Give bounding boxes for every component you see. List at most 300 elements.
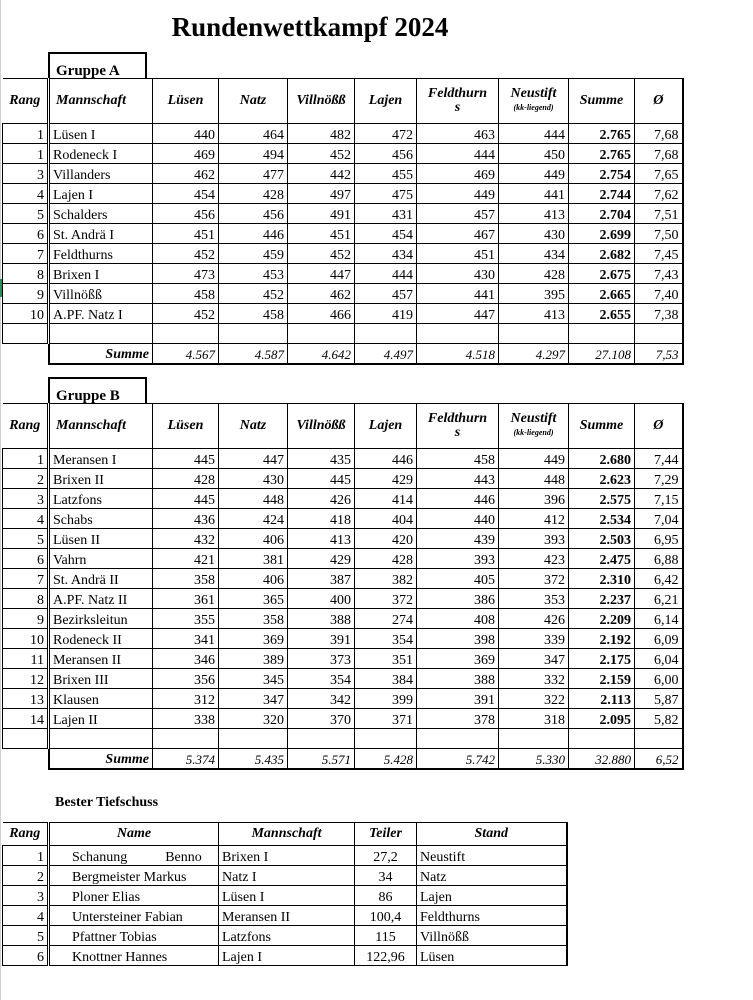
score-cell: 355 xyxy=(153,609,219,629)
empty-cell xyxy=(635,324,683,344)
header-neustift-note: (kk-liegend) xyxy=(513,428,554,437)
score-cell: 413 xyxy=(499,304,569,324)
average-cell: 7,62 xyxy=(635,184,683,204)
total-score-cell: 4.567 xyxy=(153,344,219,365)
team-cell: Lajen I xyxy=(219,946,355,966)
score-cell: 399 xyxy=(355,689,417,709)
score-cell: 426 xyxy=(499,609,569,629)
score-cell: 320 xyxy=(219,709,288,729)
empty-cell xyxy=(288,324,355,344)
table-row xyxy=(3,224,683,244)
score-cell: 431 xyxy=(355,204,417,224)
score-cell: 346 xyxy=(153,649,219,669)
header-mannschaft: Mannschaft xyxy=(49,79,153,124)
team-name-cell: St. Andrä II xyxy=(49,569,153,589)
score-cell: 378 xyxy=(417,709,499,729)
header-lajen: Lajen xyxy=(355,79,417,124)
score-cell: 369 xyxy=(417,649,499,669)
table-row xyxy=(3,846,567,866)
empty-row xyxy=(3,324,683,344)
rang-cell: 1 xyxy=(3,449,49,469)
shooter-name: Bergmeister Markus xyxy=(72,870,187,885)
rang-cell: 4 xyxy=(3,906,49,926)
score-cell: 451 xyxy=(153,224,219,244)
rang-cell: 12 xyxy=(3,669,49,689)
score-cell: 454 xyxy=(355,224,417,244)
score-cell: 458 xyxy=(219,304,288,324)
team-name-cell: St. Andrä I xyxy=(49,224,153,244)
sum-cell: 2.310 xyxy=(569,569,635,589)
stand-cell: Lajen xyxy=(417,886,567,906)
shooter-name-cell xyxy=(49,886,219,906)
sum-cell: 2.682 xyxy=(569,244,635,264)
header-lajen: Lajen xyxy=(355,404,417,449)
shooter-name-extra: Benno xyxy=(165,850,202,865)
score-cell: 442 xyxy=(288,164,355,184)
sum-cell: 2.159 xyxy=(569,669,635,689)
score-cell: 382 xyxy=(355,569,417,589)
score-cell: 482 xyxy=(288,124,355,144)
score-cell: 342 xyxy=(288,689,355,709)
score-cell: 469 xyxy=(153,144,219,164)
average-cell: 7,68 xyxy=(635,144,683,164)
table-row xyxy=(3,184,683,204)
table-row xyxy=(3,689,683,709)
average-cell: 6,04 xyxy=(635,649,683,669)
sum-cell: 2.534 xyxy=(569,509,635,529)
score-cell: 430 xyxy=(417,264,499,284)
score-cell: 347 xyxy=(499,649,569,669)
score-cell: 452 xyxy=(153,304,219,324)
score-cell: 386 xyxy=(417,589,499,609)
rang-cell: 6 xyxy=(3,549,49,569)
shooter-name: Schanung xyxy=(72,850,128,865)
team-name-cell: Vahrn xyxy=(49,549,153,569)
score-cell: 494 xyxy=(219,144,288,164)
table-row xyxy=(3,709,683,729)
header-villnoess: Villnößß xyxy=(288,79,355,124)
header-feldthurns xyxy=(417,404,499,449)
table-row xyxy=(3,204,683,224)
score-cell: 421 xyxy=(153,549,219,569)
tiefschuss-header-row xyxy=(3,823,567,846)
score-cell: 396 xyxy=(499,489,569,509)
group-a-table xyxy=(2,78,684,365)
score-cell: 464 xyxy=(219,124,288,144)
average-cell: 7,40 xyxy=(635,284,683,304)
score-cell: 414 xyxy=(355,489,417,509)
team-cell: Brixen I xyxy=(219,846,355,866)
average-cell: 6,14 xyxy=(635,609,683,629)
score-cell: 322 xyxy=(499,689,569,709)
shooter-name: Pfattner Tobias xyxy=(72,930,157,945)
table-row xyxy=(3,304,683,324)
score-cell: 371 xyxy=(355,709,417,729)
page-edge xyxy=(0,0,1,1000)
score-cell: 393 xyxy=(417,549,499,569)
score-cell: 412 xyxy=(499,509,569,529)
sum-cell: 2.680 xyxy=(569,449,635,469)
average-cell: 6,00 xyxy=(635,669,683,689)
empty-cell xyxy=(569,324,635,344)
rang-cell: 7 xyxy=(3,244,49,264)
header-neustift-line1: Neustift xyxy=(510,86,557,101)
score-cell: 447 xyxy=(219,449,288,469)
total-score-cell: 5.330 xyxy=(499,749,569,770)
sum-cell: 2.699 xyxy=(569,224,635,244)
score-cell: 467 xyxy=(417,224,499,244)
score-cell: 372 xyxy=(355,589,417,609)
header-luesen: Lüsen xyxy=(153,79,219,124)
header-natz: Natz xyxy=(219,79,288,124)
header-neustift xyxy=(499,79,569,124)
score-cell: 448 xyxy=(499,469,569,489)
score-cell: 387 xyxy=(288,569,355,589)
sum-cell: 2.765 xyxy=(569,124,635,144)
total-score-cell: 5.571 xyxy=(288,749,355,770)
group-a-label: Gruppe A xyxy=(48,52,147,78)
table-row xyxy=(3,866,567,886)
score-cell: 426 xyxy=(288,489,355,509)
score-cell: 430 xyxy=(219,469,288,489)
rang-cell: 2 xyxy=(3,469,49,489)
rang-cell: 5 xyxy=(3,204,49,224)
score-cell: 391 xyxy=(288,629,355,649)
score-cell: 445 xyxy=(288,469,355,489)
rang-cell: 8 xyxy=(3,264,49,284)
average-cell: 7,04 xyxy=(635,509,683,529)
team-name-cell: Lajen I xyxy=(49,184,153,204)
header-feldthurns xyxy=(417,79,499,124)
team-name-cell: Brixen II xyxy=(49,469,153,489)
team-name-cell: Rodeneck I xyxy=(49,144,153,164)
table-row xyxy=(3,264,683,284)
average-cell: 7,15 xyxy=(635,489,683,509)
group-b-label: Gruppe B xyxy=(48,377,147,403)
rang-cell: 13 xyxy=(3,689,49,709)
stand-cell: Lüsen xyxy=(417,946,567,966)
score-cell: 443 xyxy=(417,469,499,489)
score-cell: 404 xyxy=(355,509,417,529)
average-cell: 7,68 xyxy=(635,124,683,144)
sum-cell: 2.113 xyxy=(569,689,635,709)
score-cell: 358 xyxy=(219,609,288,629)
average-cell: 7,38 xyxy=(635,304,683,324)
score-cell: 497 xyxy=(288,184,355,204)
score-cell: 475 xyxy=(355,184,417,204)
header-luesen: Lüsen xyxy=(153,404,219,449)
teiler-cell: 27,2 xyxy=(355,846,417,866)
score-cell: 381 xyxy=(219,549,288,569)
header-neustift-line1: Neustift xyxy=(510,411,557,426)
table-row xyxy=(3,124,683,144)
score-cell: 353 xyxy=(499,589,569,609)
score-cell: 424 xyxy=(219,509,288,529)
average-cell: 7,29 xyxy=(635,469,683,489)
score-cell: 456 xyxy=(219,204,288,224)
score-cell: 361 xyxy=(153,589,219,609)
table-row xyxy=(3,589,683,609)
score-cell: 339 xyxy=(499,629,569,649)
total-row xyxy=(3,344,683,365)
average-cell: 7,65 xyxy=(635,164,683,184)
score-cell: 462 xyxy=(153,164,219,184)
sum-cell: 2.175 xyxy=(569,649,635,669)
rang-cell: 5 xyxy=(3,529,49,549)
empty-cell xyxy=(153,729,219,749)
score-cell: 456 xyxy=(153,204,219,224)
score-cell: 430 xyxy=(499,224,569,244)
score-cell: 398 xyxy=(417,629,499,649)
table-row xyxy=(3,629,683,649)
average-cell: 5,82 xyxy=(635,709,683,729)
score-cell: 356 xyxy=(153,669,219,689)
empty-cell xyxy=(153,324,219,344)
score-cell: 354 xyxy=(288,669,355,689)
score-cell: 447 xyxy=(417,304,499,324)
score-cell: 351 xyxy=(355,649,417,669)
score-cell: 440 xyxy=(153,124,219,144)
team-name-cell: Brixen III xyxy=(49,669,153,689)
rang-cell: 6 xyxy=(3,946,49,966)
team-name-cell: Klausen xyxy=(49,689,153,709)
score-cell: 456 xyxy=(355,144,417,164)
team-name-cell: Feldthurns xyxy=(49,244,153,264)
score-cell: 408 xyxy=(417,609,499,629)
score-cell: 452 xyxy=(153,244,219,264)
rang-cell: 3 xyxy=(3,886,49,906)
rang-cell: 1 xyxy=(3,846,49,866)
team-cell: Latzfons xyxy=(219,926,355,946)
score-cell: 365 xyxy=(219,589,288,609)
total-label: Summe xyxy=(49,749,153,770)
stand-cell: Natz xyxy=(417,866,567,886)
score-cell: 436 xyxy=(153,509,219,529)
empty-row xyxy=(3,729,683,749)
empty-cell xyxy=(355,324,417,344)
average-cell: 6,88 xyxy=(635,549,683,569)
empty-cell xyxy=(417,729,499,749)
empty-cell xyxy=(635,729,683,749)
team-name-cell: Villanders xyxy=(49,164,153,184)
score-cell: 384 xyxy=(355,669,417,689)
score-cell: 423 xyxy=(499,549,569,569)
score-cell: 393 xyxy=(499,529,569,549)
score-cell: 347 xyxy=(219,689,288,709)
score-cell: 457 xyxy=(355,284,417,304)
score-cell: 432 xyxy=(153,529,219,549)
table-row xyxy=(3,569,683,589)
score-cell: 469 xyxy=(417,164,499,184)
header-name: Name xyxy=(49,823,219,846)
score-cell: 354 xyxy=(355,629,417,649)
header-rang: Rang xyxy=(3,823,49,846)
shooter-name-cell xyxy=(49,846,219,866)
score-cell: 473 xyxy=(153,264,219,284)
sum-cell: 2.475 xyxy=(569,549,635,569)
total-row xyxy=(3,749,683,770)
score-cell: 312 xyxy=(153,689,219,709)
score-cell: 391 xyxy=(417,689,499,709)
score-cell: 406 xyxy=(219,529,288,549)
stand-cell: Feldthurns xyxy=(417,906,567,926)
score-cell: 452 xyxy=(288,244,355,264)
total-score-cell: 4.642 xyxy=(288,344,355,365)
rang-cell: 9 xyxy=(3,609,49,629)
score-cell: 451 xyxy=(417,244,499,264)
score-cell: 444 xyxy=(355,264,417,284)
score-cell: 441 xyxy=(417,284,499,304)
teiler-cell: 86 xyxy=(355,886,417,906)
score-cell: 429 xyxy=(355,469,417,489)
header-average: Ø xyxy=(635,404,683,449)
shooter-name: Ploner Elias xyxy=(72,890,141,905)
table-row xyxy=(3,469,683,489)
empty-cell xyxy=(355,729,417,749)
average-cell: 7,51 xyxy=(635,204,683,224)
team-name-cell: A.PF. Natz I xyxy=(49,304,153,324)
score-cell: 446 xyxy=(355,449,417,469)
rang-cell: 3 xyxy=(3,489,49,509)
sum-cell: 2.675 xyxy=(569,264,635,284)
average-cell: 6,42 xyxy=(635,569,683,589)
team-cell: Natz I xyxy=(219,866,355,886)
stand-cell: Villnößß xyxy=(417,926,567,946)
total-blank-cell xyxy=(3,749,49,770)
score-cell: 428 xyxy=(499,264,569,284)
rang-cell: 2 xyxy=(3,866,49,886)
score-cell: 429 xyxy=(288,549,355,569)
empty-cell xyxy=(219,729,288,749)
average-cell: 7,50 xyxy=(635,224,683,244)
score-cell: 458 xyxy=(417,449,499,469)
empty-cell xyxy=(3,324,49,344)
empty-cell xyxy=(219,324,288,344)
shooter-name: Untersteiner Fabian xyxy=(72,910,183,925)
sum-cell: 2.704 xyxy=(569,204,635,224)
average-cell: 5,87 xyxy=(635,689,683,709)
rang-cell: 1 xyxy=(3,144,49,164)
sum-cell: 2.209 xyxy=(569,609,635,629)
tiefschuss-table xyxy=(2,822,568,966)
tiefschuss-title: Bester Tiefschuss xyxy=(55,795,159,810)
score-cell: 447 xyxy=(288,264,355,284)
team-name-cell: Villnößß xyxy=(49,284,153,304)
sum-cell: 2.575 xyxy=(569,489,635,509)
sum-cell: 2.237 xyxy=(569,589,635,609)
score-cell: 445 xyxy=(153,449,219,469)
team-name-cell: Schabs xyxy=(49,509,153,529)
empty-cell xyxy=(3,729,49,749)
total-score-cell: 5.374 xyxy=(153,749,219,770)
table-row xyxy=(3,449,683,469)
team-name-cell: A.PF. Natz II xyxy=(49,589,153,609)
table-row xyxy=(3,649,683,669)
rang-cell: 7 xyxy=(3,569,49,589)
average-cell: 7,43 xyxy=(635,264,683,284)
total-score-cell: 4.518 xyxy=(417,344,499,365)
total-score-cell: 4.587 xyxy=(219,344,288,365)
score-cell: 418 xyxy=(288,509,355,529)
score-cell: 388 xyxy=(288,609,355,629)
header-summe: Summe xyxy=(569,79,635,124)
shooter-name-cell xyxy=(49,946,219,966)
sum-cell: 2.754 xyxy=(569,164,635,184)
score-cell: 341 xyxy=(153,629,219,649)
score-cell: 428 xyxy=(153,469,219,489)
empty-cell xyxy=(288,729,355,749)
team-cell: Meransen II xyxy=(219,906,355,926)
team-name-cell: Brixen I xyxy=(49,264,153,284)
score-cell: 450 xyxy=(499,144,569,164)
score-cell: 439 xyxy=(417,529,499,549)
average-cell: 7,45 xyxy=(635,244,683,264)
score-cell: 451 xyxy=(288,224,355,244)
score-cell: 373 xyxy=(288,649,355,669)
score-cell: 449 xyxy=(499,449,569,469)
score-cell: 420 xyxy=(355,529,417,549)
rang-cell: 6 xyxy=(3,224,49,244)
average-cell: 6,95 xyxy=(635,529,683,549)
empty-cell xyxy=(499,324,569,344)
header-feldthurns-line2: s xyxy=(454,425,461,440)
header-feldthurns-line2: s xyxy=(454,100,461,115)
score-cell: 452 xyxy=(219,284,288,304)
team-name-cell: Latzfons xyxy=(49,489,153,509)
total-sum-cell: 32.880 xyxy=(569,749,635,770)
table-row xyxy=(3,549,683,569)
total-score-cell: 4.497 xyxy=(355,344,417,365)
score-cell: 444 xyxy=(417,144,499,164)
total-score-cell: 5.435 xyxy=(219,749,288,770)
score-cell: 449 xyxy=(499,164,569,184)
score-cell: 445 xyxy=(153,489,219,509)
page-title: Rundenwettkampf 2024 xyxy=(171,12,449,42)
shooter-name-cell xyxy=(49,926,219,946)
score-cell: 413 xyxy=(499,204,569,224)
header-summe: Summe xyxy=(569,404,635,449)
total-sum-cell: 27.108 xyxy=(569,344,635,365)
rang-cell: 11 xyxy=(3,649,49,669)
teiler-cell: 115 xyxy=(355,926,417,946)
table-row xyxy=(3,886,567,906)
teiler-cell: 100,4 xyxy=(355,906,417,926)
team-name-cell: Lüsen I xyxy=(49,124,153,144)
rang-cell: 10 xyxy=(3,629,49,649)
sum-cell: 2.095 xyxy=(569,709,635,729)
score-cell: 472 xyxy=(355,124,417,144)
teiler-cell: 34 xyxy=(355,866,417,886)
score-cell: 435 xyxy=(288,449,355,469)
score-cell: 338 xyxy=(153,709,219,729)
score-cell: 369 xyxy=(219,629,288,649)
score-cell: 452 xyxy=(288,144,355,164)
score-cell: 318 xyxy=(499,709,569,729)
score-cell: 274 xyxy=(355,609,417,629)
header-feldthurns-line1: Feldthurn xyxy=(427,411,488,426)
score-cell: 458 xyxy=(153,284,219,304)
header-villnoess: Villnößß xyxy=(288,404,355,449)
table-row xyxy=(3,284,683,304)
sum-cell: 2.623 xyxy=(569,469,635,489)
score-cell: 428 xyxy=(219,184,288,204)
table-row xyxy=(3,926,567,946)
team-name-cell: Lajen II xyxy=(49,709,153,729)
header-natz: Natz xyxy=(219,404,288,449)
shooter-name: Knottner Hannes xyxy=(72,950,168,965)
score-cell: 454 xyxy=(153,184,219,204)
table-row xyxy=(3,529,683,549)
